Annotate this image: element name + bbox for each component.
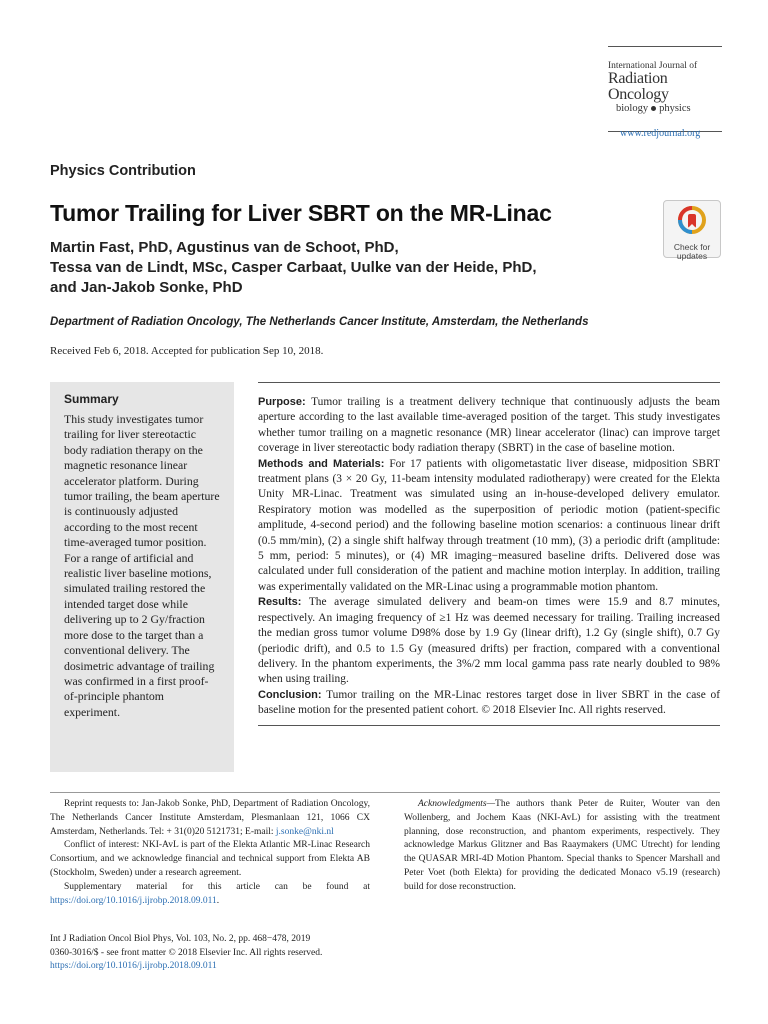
summary-box	[50, 382, 234, 772]
methods-label: Methods and Materials:	[258, 457, 385, 470]
abstract-methods	[258, 457, 720, 596]
authors-line3: and Jan-Jakob Sonke, PhD	[50, 279, 243, 296]
reprint-note	[50, 798, 370, 839]
received-dates: Received Feb 6, 2018. Accepted for publication Sep 10, 2018.	[50, 345, 324, 357]
citation-line1: Int J Radiation Oncol Biol Phys, Vol. 103, No. 2, pp. 468−478, 2019	[50, 934, 311, 944]
methods-text: For 17 patients with oligometastatic liver disease, midposition SBRT treatment plans (3 × 20 Gy, 11-beam intensity modulated radiotherapy) were created for the Elekta Unity MR-Linac. Treatment was simulated using an in-house-developed delivery emulator. Respiratory motion was modelled as the superposition of periodic motion (patient-specific amplitude, 4-second period) and the following baseline motion scenarios: a continuous linear drift (0.5 mm/min), (2) a single shift halfway through treatment (10 mm), (3) a periodic drift (amplitude: 5 mm, period: 5 minutes), or (4) MR imaging−measured baseline drifts. Delivered dose was calculated under full consideration of the patient and machine motion interplay. In addition, trailing was experimentally validated on the MR-Linac using a programmable motion phantom.	[258, 457, 720, 593]
authors-line2: Tessa van de Lindt, MSc, Casper Carbaat, Uulke van der Heide, PhD,	[50, 259, 537, 276]
bullet-icon	[651, 106, 656, 111]
reprint-text: Reprint requests to: Jan-Jakob Sonke, PhD, Department of Radiation Oncology, The Netherlands Cancer Institute Amsterdam, Plesmanlaan 121, 1066 CX Amsterdam, Netherlands. Tel: + 31(0)20 5121731; E-mail:	[50, 799, 370, 837]
citation-line2: 0360-3016/$ - see front matter © 2018 Elsevier Inc. All rights reserved.	[50, 947, 323, 958]
masthead-top-rule	[608, 46, 722, 47]
journal-name-line3	[608, 103, 722, 115]
check-updates-line2: updates	[676, 251, 708, 261]
check-for-updates-button[interactable]	[663, 200, 721, 261]
conclusion-label: Conclusion:	[258, 688, 322, 701]
journal-name-biology: biology	[616, 103, 649, 114]
supplementary-text: Supplementary material for this article can be found at	[64, 881, 370, 892]
check-updates-line1: Check for	[673, 242, 711, 252]
author-list	[50, 238, 650, 298]
affiliation: Department of Radiation Oncology, The Netherlands Cancer Institute, Amsterdam, the Netherlands	[50, 316, 589, 328]
supplementary-link[interactable]: https://doi.org/10.1016/j.ijrobp.2018.09.011	[50, 895, 217, 906]
conclusion-text: Tumor trailing on the MR-Linac restores target dose in liver SBRT in the case of baseline motion for the presented patient cohort. © 2018 Elsevier Inc. All rights reserved.	[258, 688, 720, 717]
supplementary-note: Supplementary material for this article can be found at https://doi.org/10.1016/j.ijrobp.2018.09.011.	[50, 881, 370, 906]
journal-name-line1: International Journal of	[608, 61, 698, 71]
acknowledgments	[404, 798, 720, 895]
purpose-text: Tumor trailing is a treatment delivery technique that continuously adjusts the beam aperture according to the last available time-averaged position of the target. This study investigates whether tumor trailing on a magnetic resonance (MR) linear accelerator (linac) can improve target coverage in liver stereotactic body radiation therapy (SBRT) in the case of baseline motion.	[258, 396, 720, 455]
ack-label: Acknowledgments—	[418, 799, 496, 809]
purpose-label: Purpose:	[258, 396, 306, 408]
article-title: Tumor Trailing for Liver SBRT on the MR-Linac	[50, 200, 552, 226]
authors-line1: Martin Fast, PhD, Agustinus van de Schoot, PhD,	[50, 239, 399, 256]
abstract-results	[258, 595, 720, 687]
check-updates-label	[664, 243, 720, 261]
summary-title: Summary	[64, 392, 119, 406]
journal-url-link[interactable]: www.redjournal.org	[620, 128, 701, 139]
journal-name-line2: Radiation Oncology	[608, 70, 669, 103]
citation-doi-link[interactable]: https://doi.org/10.1016/j.ijrobp.2018.09.011	[50, 961, 217, 971]
citation-block	[50, 933, 450, 974]
footnotes-left	[50, 798, 370, 908]
journal-name-physics: physics	[659, 103, 691, 114]
abstract	[258, 382, 720, 726]
abstract-purpose	[258, 395, 720, 457]
check-updates-icon	[677, 206, 707, 238]
section-label: Physics Contribution	[50, 163, 196, 179]
reprint-email-link[interactable]: j.sonke@nki.nl	[275, 826, 334, 837]
abstract-conclusion	[258, 688, 720, 719]
results-label: Results:	[258, 596, 302, 609]
conflict-note: Conflict of interest: NKI-AvL is part of the Elekta Atlantic MR-Linac Research Consortium, and we acknowledge financial and technical support from Elekta AB (Stockholm, Sweden) under a research agreement.	[50, 840, 370, 878]
results-text: The average simulated delivery and beam-on times were 15.9 and 8.7 minutes, respectively. An imaging frequency of ≥1 Hz was deemed necessary for trailing. Trailing increased the median gross tumor volume D98% dose by 1.9 Gy (linear drift), 1.2 Gy (single shift), 0.7 Gy (periodic drift), and 0.5 to 1.5 Gy (measured drifts) per fraction, compared with a conventional delivery. In the phantom experiments, the 3%/2 mm local gamma pass rate nearly doubled to 98% when using trailing.	[258, 596, 720, 686]
footnotes-divider	[50, 792, 720, 793]
journal-masthead	[608, 46, 722, 132]
summary-text: This study investigates tumor trailing for liver stereotactic body radiation therapy on the magnetic resonance linear accelerator platform. During tumor trailing, the beam aperture is continuously adjusted according to the most recent time-averaged tumor position. For a range of artificial and realistic liver baseline motions, simulated trailing restored the intended target dose while delivering up to 2 Gy/fraction more dose to the target than a conventional delivery. The dosimetric advantage of trailing was confirmed in a first proof-of-principle phantom experiment.	[64, 412, 220, 719]
ack-text: The authors thank Peter de Ruiter, Wouter van den Wollenberg, and Jochem Kaas (NKI-AvL) for assisting with the treatment planning, dose reconstruction, and phantom experiments, respectively. They acknowledge Markus Glitzner and Bas Raaymakers (UMC Utrecht) for lending the QUASAR MRI-4D Motion Phantom. Special thanks to Spencer Marshall and Peter Voet (both Elekta) for providing the dedicated Monaco v5.19 (research) build for dose reconstruction.	[404, 799, 720, 892]
